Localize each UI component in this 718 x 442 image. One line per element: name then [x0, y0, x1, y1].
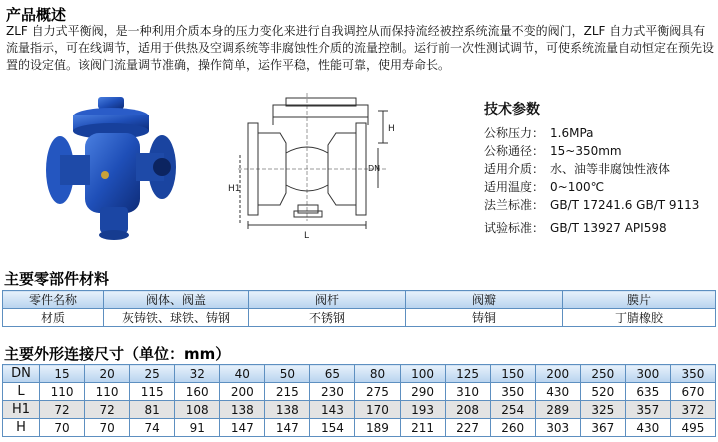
spec-key: 法兰标准： [484, 198, 545, 212]
dimensions-row-label: DN [3, 365, 40, 383]
dimensions-title: 主要外形连接尺寸（单位：mm） [4, 345, 231, 363]
spec-key: 试验标准： [484, 221, 545, 235]
dimensions-cell: 670 [670, 383, 715, 401]
dimensions-cell: 81 [130, 401, 175, 419]
dimensions-cell: 70 [40, 419, 85, 437]
dimensions-cell: 72 [40, 401, 85, 419]
dimensions-cell: 275 [355, 383, 400, 401]
specs-title: 技术参数 [484, 102, 540, 118]
dimensions-cell: 430 [625, 419, 670, 437]
materials-header-cell: 膜片 [563, 291, 716, 309]
dimensions-cell: 40 [220, 365, 265, 383]
dimensions-cell: 310 [445, 383, 490, 401]
dimensions-cell: 635 [625, 383, 670, 401]
drawing-label-h1: H1 [228, 184, 241, 194]
dimensions-cell: 50 [265, 365, 310, 383]
spec-key: 公称压力： [484, 126, 545, 140]
dimensions-cell: 125 [445, 365, 490, 383]
drawing-label-l: L [304, 231, 310, 241]
spec-key: 公称通径： [484, 144, 545, 158]
drawing-label-dn: DN [368, 164, 381, 173]
materials-header-row [3, 291, 716, 309]
dimensions-cell: 357 [625, 401, 670, 419]
dimensions-cell: 108 [175, 401, 220, 419]
dimensions-cell: 350 [670, 365, 715, 383]
dimensions-cell: 495 [670, 419, 715, 437]
materials-row [3, 309, 716, 327]
dimensions-cell: 200 [535, 365, 580, 383]
spec-value: 0~100℃ [550, 180, 605, 194]
dimensions-cell: 65 [310, 365, 355, 383]
spec-row-test-standard [484, 219, 667, 236]
dimensions-cell: 25 [130, 365, 175, 383]
materials-cell: 灰铸铁、球铁、铸钢 [104, 309, 249, 327]
dimensions-cell: 154 [310, 419, 355, 437]
spec-key: 适用介质： [484, 162, 545, 176]
spec-value: 15~350mm [550, 144, 622, 158]
dimensions-cell: 300 [625, 365, 670, 383]
dimensions-cell: 215 [265, 383, 310, 401]
materials-cell: 铸铜 [406, 309, 563, 327]
dimensions-cell: 200 [220, 383, 265, 401]
overview-title: 产品概述 [6, 6, 67, 24]
drawing-label-h: H [388, 124, 395, 134]
materials-cell: 不锈钢 [249, 309, 406, 327]
dimensions-cell: 160 [175, 383, 220, 401]
spec-value: GB/T 13927 API598 [550, 221, 667, 235]
dimensions-cell: 250 [580, 365, 625, 383]
dimensions-cell: 208 [445, 401, 490, 419]
dimensions-cell: 189 [355, 419, 400, 437]
dimensions-cell: 193 [400, 401, 445, 419]
valve-product-image [40, 95, 185, 245]
valve-dimension-drawing [228, 93, 403, 243]
spec-row-flange-standard [484, 196, 699, 213]
dimensions-cell: 91 [175, 419, 220, 437]
spec-key: 适用温度： [484, 180, 545, 194]
dimensions-cell: 74 [130, 419, 175, 437]
materials-cell: 丁腈橡胶 [563, 309, 716, 327]
dimensions-cell: 367 [580, 419, 625, 437]
materials-table [2, 290, 716, 327]
dimensions-cell: 254 [490, 401, 535, 419]
dimensions-cell: 15 [40, 365, 85, 383]
dimensions-row-dn [3, 365, 716, 383]
dimensions-row-l [3, 383, 716, 401]
materials-header-cell: 零件名称 [3, 291, 104, 309]
dimensions-cell: 72 [85, 401, 130, 419]
spec-row-diameter [484, 142, 622, 159]
dimensions-cell: 138 [220, 401, 265, 419]
dimensions-cell: 520 [580, 383, 625, 401]
dimensions-cell: 32 [175, 365, 220, 383]
dimensions-row-label: H [3, 419, 40, 437]
dimensions-cell: 303 [535, 419, 580, 437]
materials-header-cell: 阀瓣 [406, 291, 563, 309]
dimensions-row-h [3, 419, 716, 437]
spec-row-medium [484, 160, 670, 177]
materials-header-cell: 阀体、阀盖 [104, 291, 249, 309]
dimensions-cell: 143 [310, 401, 355, 419]
dimensions-cell: 260 [490, 419, 535, 437]
overview-text: ZLF 自力式平衡阀，是一种利用介质本身的压力变化来进行自我调控从而保持流经被控系统流量不变的阀门，ZLF 自力式平衡阀具有流量指示，可在线调节，适用于供热及空调系统等非腐蚀性介质的流量控制。运行前一次性测试调节，可使系统流量自动恒定在预先设置的设定值。该阀门流量调节准确，操作简单，运作平稳，性能可靠，使用寿命长。 [6, 24, 715, 72]
dimensions-row-label: L [3, 383, 40, 401]
materials-title: 主要零部件材料 [4, 270, 110, 288]
dimensions-cell: 147 [265, 419, 310, 437]
dimensions-row-label: H1 [3, 401, 40, 419]
spec-row-pressure [484, 124, 594, 141]
dimensions-cell: 100 [400, 365, 445, 383]
dimensions-cell: 115 [130, 383, 175, 401]
dimensions-cell: 110 [40, 383, 85, 401]
dimensions-cell: 20 [85, 365, 130, 383]
spec-value: 1.6MPa [550, 126, 594, 140]
dimensions-cell: 230 [310, 383, 355, 401]
dimensions-cell: 110 [85, 383, 130, 401]
dimensions-cell: 211 [400, 419, 445, 437]
dimensions-cell: 350 [490, 383, 535, 401]
materials-cell: 材质 [3, 309, 104, 327]
dimensions-cell: 325 [580, 401, 625, 419]
materials-header-cell: 阀杆 [249, 291, 406, 309]
dimensions-cell: 170 [355, 401, 400, 419]
dimensions-cell: 70 [85, 419, 130, 437]
dimensions-cell: 430 [535, 383, 580, 401]
dimensions-cell: 147 [220, 419, 265, 437]
spec-value: 水、油等非腐蚀性液体 [550, 162, 671, 176]
dimensions-cell: 289 [535, 401, 580, 419]
dimensions-cell: 138 [265, 401, 310, 419]
dimensions-row-h1 [3, 401, 716, 419]
dimensions-cell: 290 [400, 383, 445, 401]
dimensions-cell: 372 [670, 401, 715, 419]
dimensions-cell: 227 [445, 419, 490, 437]
dimensions-cell: 80 [355, 365, 400, 383]
spec-row-temperature [484, 178, 604, 195]
spec-value: GB/T 17241.6 GB/T 9113 [550, 198, 700, 212]
dimensions-table [2, 364, 716, 437]
dimensions-cell: 150 [490, 365, 535, 383]
